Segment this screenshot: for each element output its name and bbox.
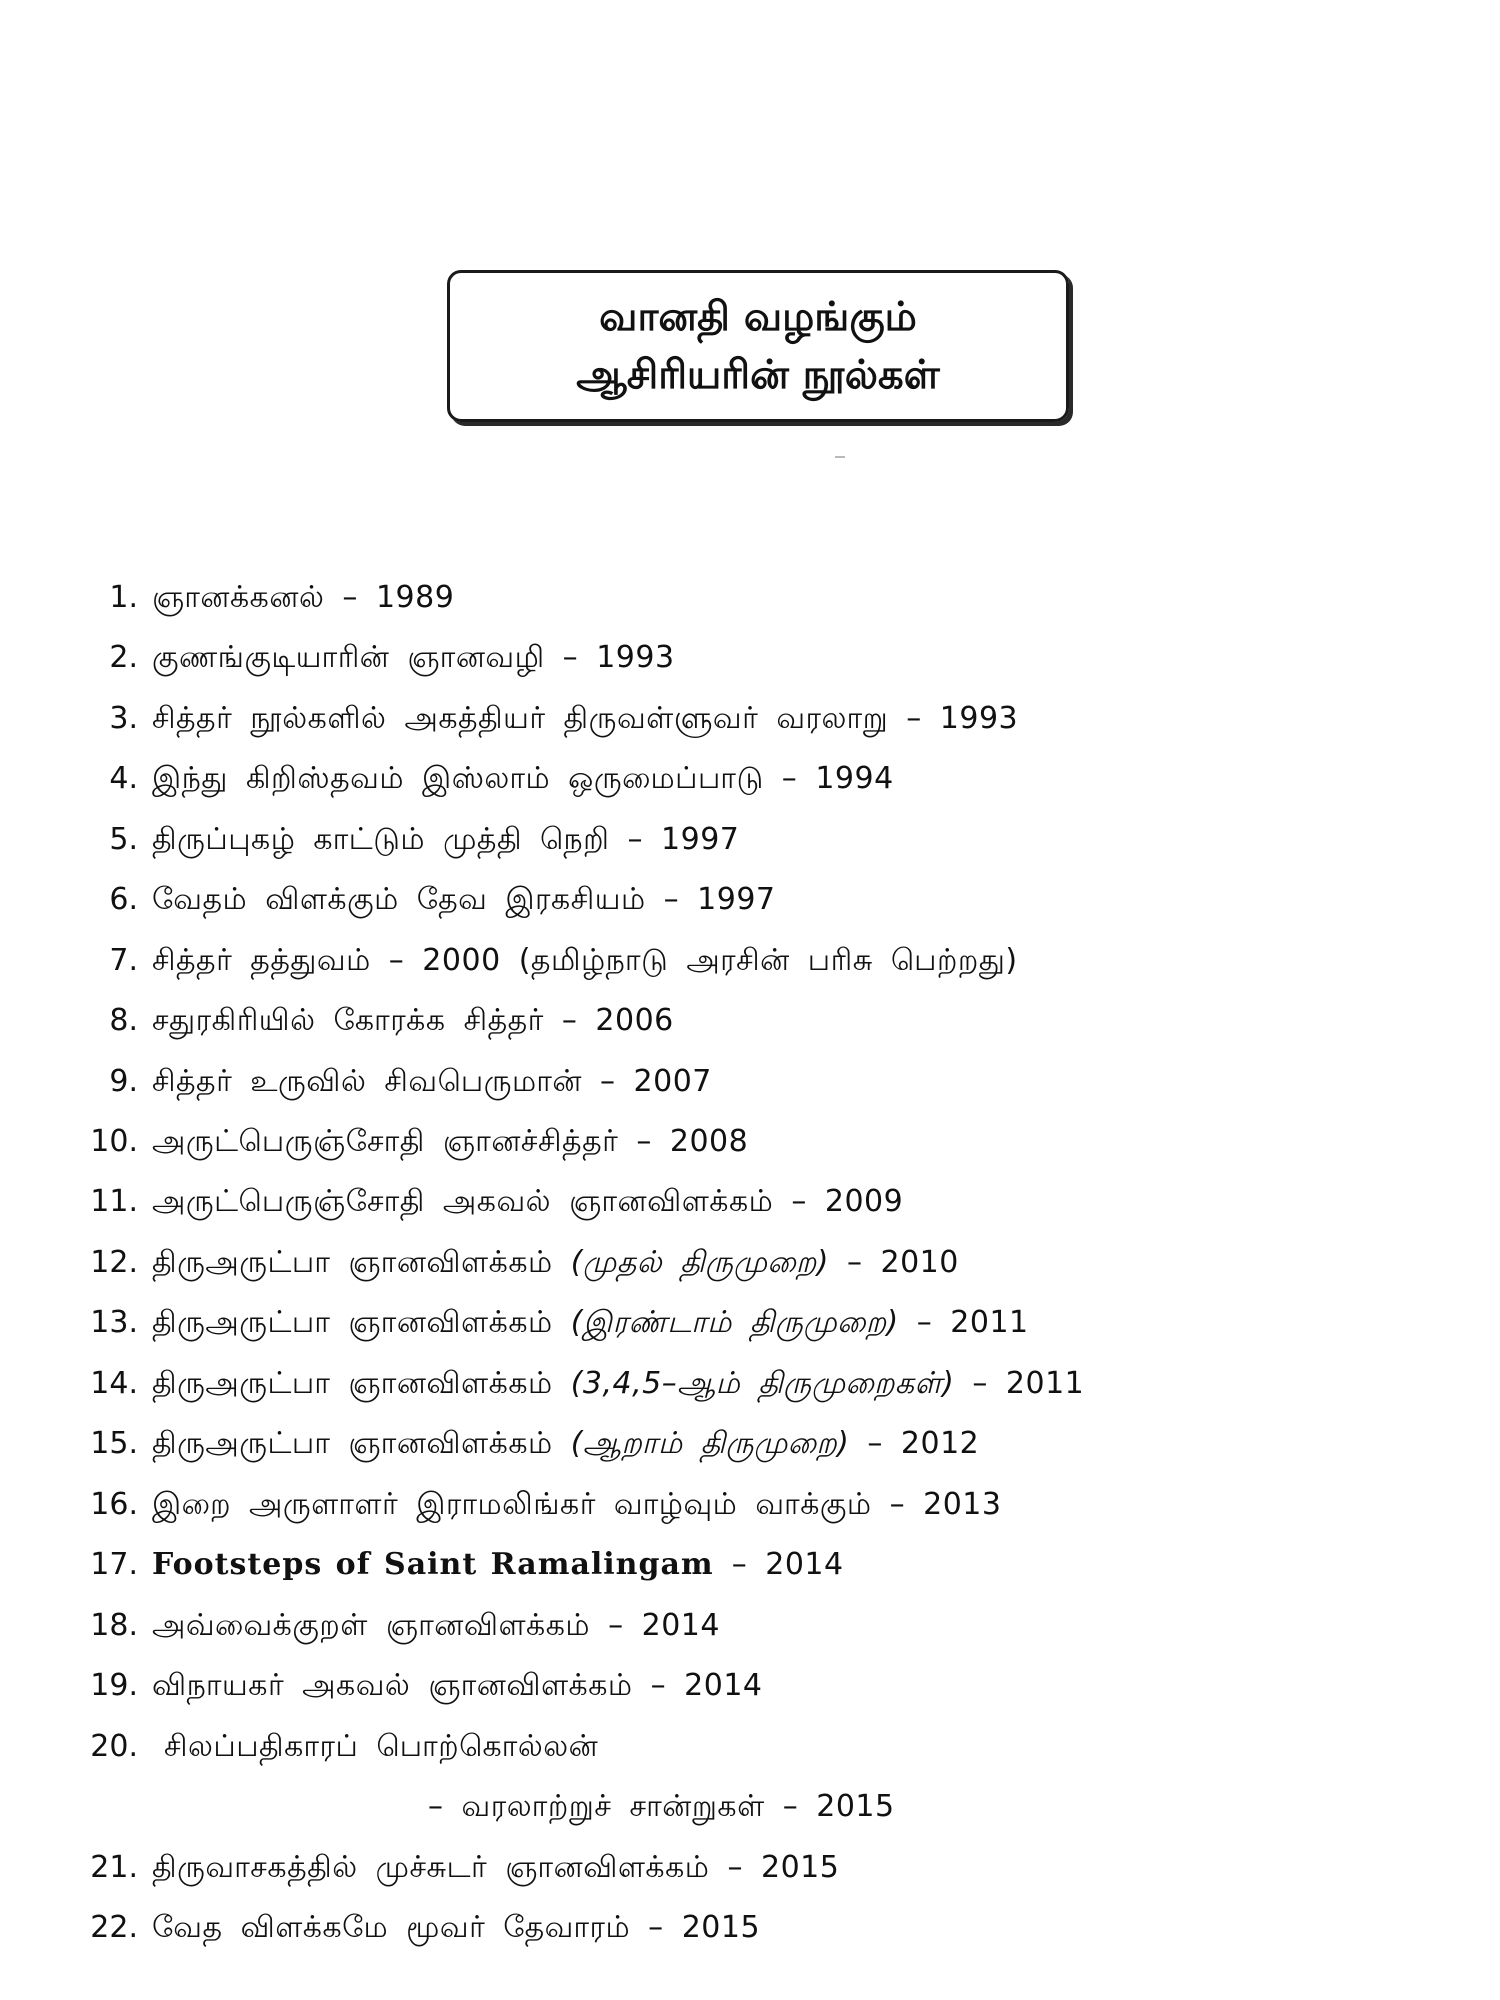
volume-note: (ஆறாம் திருமுறை): [570, 1426, 850, 1461]
book-year: – 2012: [867, 1426, 980, 1461]
book-title: Footsteps of Saint Ramalingam: [152, 1547, 714, 1582]
item-number: 17.: [90, 1547, 138, 1582]
item-number: 14.: [90, 1366, 138, 1401]
book-entry: சித்தர் நூல்களில் அகத்தியர் திருவள்ளுவர் வரலாறு – 1993: [152, 701, 1019, 736]
list-item: [0, 749, 1500, 809]
item-number: 7.: [109, 943, 138, 978]
item-number: 18.: [90, 1608, 138, 1643]
item-number: 20.: [90, 1729, 138, 1764]
book-entry: சிலப்பதிகாரப் பொற்கொல்லன்: [164, 1729, 599, 1764]
list-item: [0, 1112, 1500, 1172]
list-item: [0, 991, 1500, 1051]
heading-line-1: வானதி வழங்கும்: [599, 294, 917, 340]
book-entry: சதுரகிரியில் கோரக்க சித்தர் – 2006: [152, 1003, 674, 1038]
book-title: திருஅருட்பா ஞானவிளக்கம்: [152, 1305, 553, 1340]
book-year: – 2010: [846, 1245, 959, 1280]
book-year: – 2011: [972, 1366, 1085, 1401]
book-entry: அருட்பெருஞ்சோதி அகவல் ஞானவிளக்கம் – 2009: [152, 1184, 904, 1219]
item-number: 13.: [90, 1305, 138, 1340]
list-item: [0, 810, 1500, 870]
book-entry-continuation: – வரலாற்றுச் சான்றுகள் – 2015: [428, 1789, 895, 1824]
volume-note: (3,4,5–ஆம் திருமுறைகள்): [570, 1366, 955, 1401]
book-entry: வேத விளக்கமே மூவர் தேவாரம் – 2015: [152, 1910, 761, 1945]
volume-note: (இரண்டாம் திருமுறை): [570, 1305, 899, 1340]
book-entry: திருவாசகத்தில் முச்சுடர் ஞானவிளக்கம் – 2015: [152, 1850, 840, 1885]
item-number: 6.: [109, 882, 138, 917]
list-item: [0, 1172, 1500, 1232]
list-item: [0, 1535, 1500, 1595]
book-title: திருஅருட்பா ஞானவிளக்கம்: [152, 1245, 553, 1280]
book-title: திருஅருட்பா ஞானவிளக்கம்: [152, 1366, 553, 1401]
book-year: – 2014: [731, 1547, 844, 1582]
item-number: 19.: [90, 1668, 138, 1703]
list-item: [0, 689, 1500, 749]
book-title: திருஅருட்பா ஞானவிளக்கம்: [152, 1426, 553, 1461]
book-entry: [152, 1354, 1084, 1414]
item-number: 9.: [109, 1064, 138, 1099]
item-number: 11.: [90, 1184, 138, 1219]
book-entry: திருப்புகழ் காட்டும் முத்தி நெறி – 1997: [152, 822, 740, 857]
book-entry: குணங்குடியாரின் ஞானவழி – 1993: [152, 640, 675, 675]
book-entry: விநாயகர் அகவல் ஞானவிளக்கம் – 2014: [152, 1668, 763, 1703]
book-entry: [152, 1414, 979, 1474]
book-entry: [152, 1233, 959, 1293]
list-item: [0, 1233, 1500, 1293]
volume-note: (முதல் திருமுறை): [570, 1245, 829, 1280]
book-entry: அருட்பெருஞ்சோதி ஞானச்சித்தர் – 2008: [152, 1124, 749, 1159]
list-item: [0, 1596, 1500, 1656]
item-number: 10.: [90, 1124, 138, 1159]
item-number: 4.: [109, 761, 138, 796]
list-item: [0, 1656, 1500, 1716]
item-number: 3.: [109, 701, 138, 736]
item-number: 21.: [90, 1850, 138, 1885]
list-item: [0, 1898, 1500, 1958]
book-entry: சித்தர் உருவில் சிவபெருமான் – 2007: [152, 1064, 712, 1099]
list-item: [0, 1414, 1500, 1474]
book-entry: [152, 1535, 844, 1595]
list-item: [0, 1052, 1500, 1112]
book-entry: அவ்வைக்குறள் ஞானவிளக்கம் – 2014: [152, 1608, 720, 1643]
book-entry: வேதம் விளக்கும் தேவ இரகசியம் – 1997: [152, 882, 776, 917]
item-number: 8.: [109, 1003, 138, 1038]
list-item: [0, 1354, 1500, 1414]
list-item: [0, 931, 1500, 991]
book-entry: இறை அருளாளர் இராமலிங்கர் வாழ்வும் வாக்கும் – 2013: [152, 1487, 1002, 1522]
heading-line-2: ஆசிரியரின் நூல்கள்: [576, 352, 940, 398]
book-entry: சித்தர் தத்துவம் – 2000 (தமிழ்நாடு அரசின் பரிசு பெற்றது): [152, 943, 1018, 978]
list-item: [0, 628, 1500, 688]
item-number: 1.: [109, 580, 138, 615]
item-number: 15.: [90, 1426, 138, 1461]
list-item: [0, 1717, 1500, 1777]
list-item: [0, 1838, 1500, 1898]
book-entry: [152, 1293, 1029, 1353]
list-item: [0, 1293, 1500, 1353]
book-year: – 2011: [916, 1305, 1029, 1340]
item-number: 22.: [90, 1910, 138, 1945]
item-number: 16.: [90, 1487, 138, 1522]
book-entry: ஞானக்கனல் – 1989: [152, 580, 455, 615]
item-number: 5.: [109, 822, 138, 857]
list-item-continuation: [0, 1777, 1500, 1837]
list-item: [0, 870, 1500, 930]
list-item: [0, 1475, 1500, 1535]
item-number: 2.: [109, 640, 138, 675]
book-entry: இந்து கிறிஸ்தவம் இஸ்லாம் ஒருமைப்பாடு – 1994: [152, 761, 894, 796]
list-item: [0, 568, 1500, 628]
item-number: 12.: [90, 1245, 138, 1280]
